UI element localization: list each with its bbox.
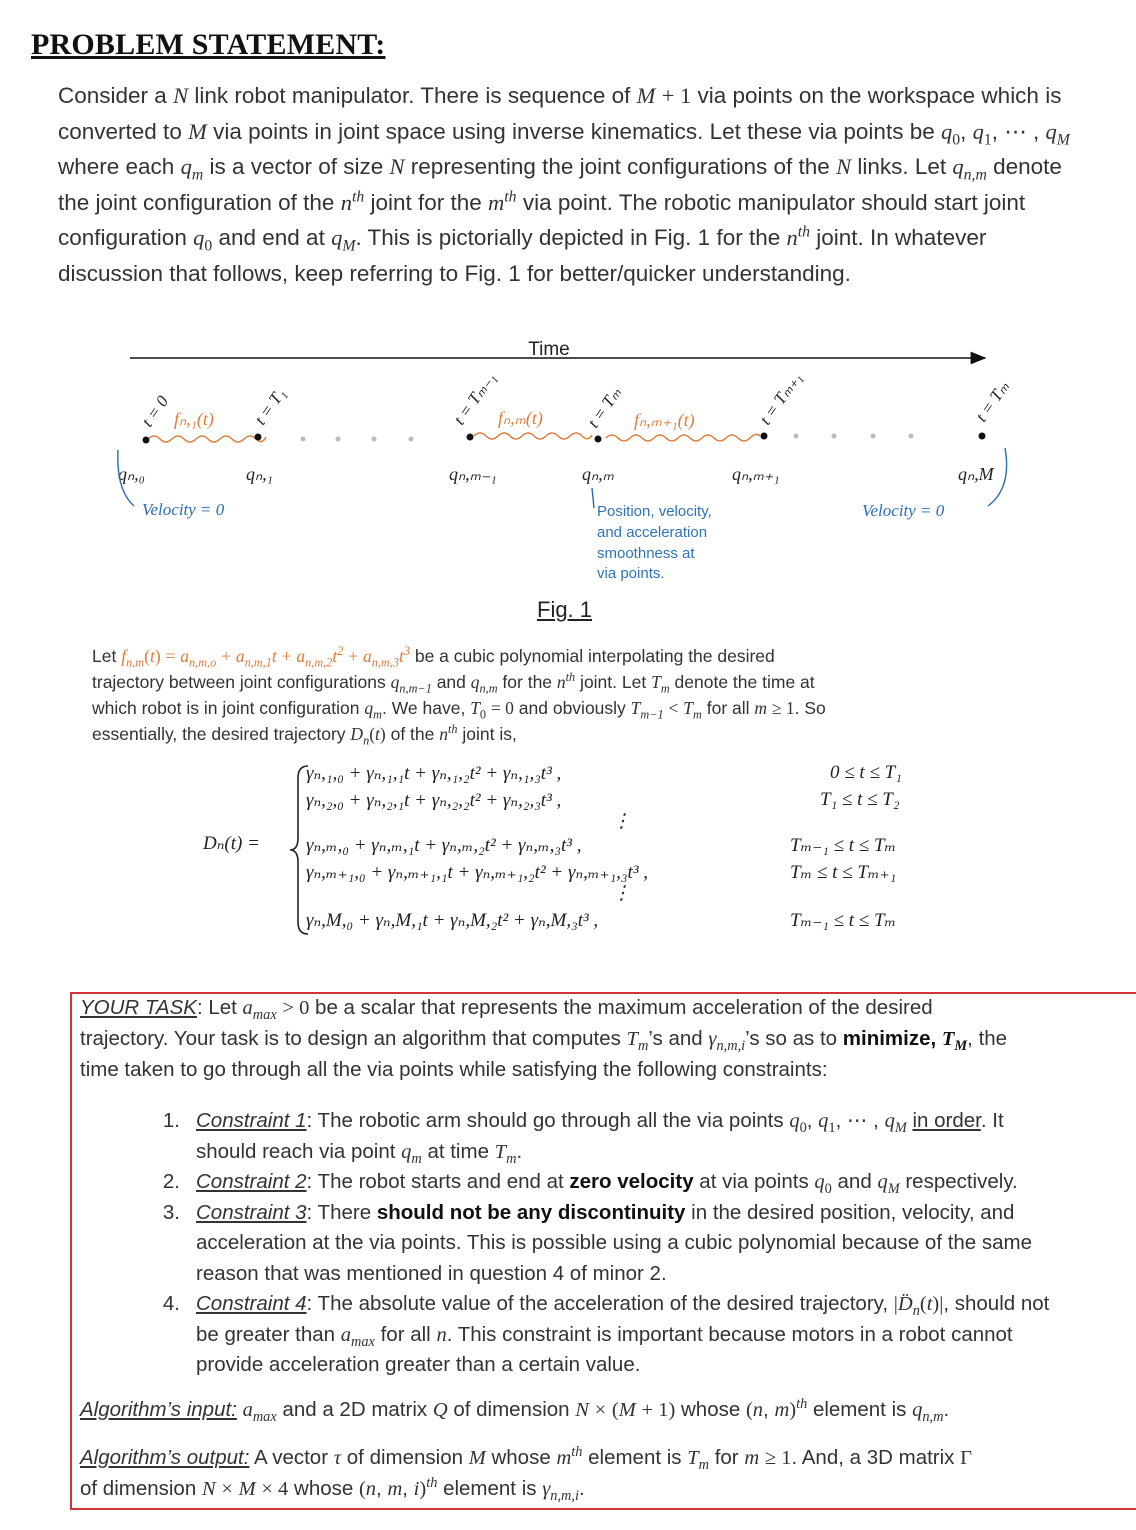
cubic-description-paragraph: Let $f_{n,m}(t) = a_{n,m,o} + a_{n,m,1}t + a_{n,m,2}t^2 + a_{n,m,3}t^3$ be a cubic polynomial interpolating the desired trajectory between joint configurations $q_{n,m-1}$ and $q_{n,m}$ for the $n^{th}$ joint. Let $T_m$ denote the time at which robot is in joint configuration $q_m$. We have, $T_0 = 0$ and obviously $T_{m-1} < T_m$ for all m ≥ 1. So essentially, the desired trajectory $D_n(t)$ of the $n^{th}$ joint is, [92,644,826,748]
constraint-name-2: Constraint 2 [196,1170,307,1193]
piecewise-vdots-1: ⋮ [612,811,631,832]
piecewise-row-m1: γₙ,ₘ₊₁,₀ + γₙ,ₘ₊₁,₁t + γₙ,ₘ₊₁,₂t² + γₙ,ₘ₊₁,₃t³ , [306,862,649,883]
ellipsis-dots-left [301,437,414,442]
via-point-qm1 [761,433,768,440]
piecewise-row-2: γₙ,₂,₀ + γₙ,₂,₁t + γₙ,₂,₂t² + γₙ,₂,₃t³ , [306,790,562,811]
via-point-qm-1 [467,434,474,441]
via-point-qM [979,433,986,440]
via-point-q1 [255,434,262,441]
input-label: Algorithm’s input: [80,1398,237,1421]
task-label: YOUR TASK [80,996,197,1019]
smoothness-pointer [592,488,594,508]
constraint-name-4: Constraint 4 [196,1292,307,1315]
constraint-list [120,1106,1049,1381]
trajectory-diagram [0,330,1136,630]
piecewise-row-1: γₙ,₁,₀ + γₙ,₁,₁t + γₙ,₁,₂t² + γₙ,₁,₃t³ , [306,763,562,784]
function-label-m: fₙ,ₘ(t) [498,408,543,428]
figure-caption: Fig. 1 [537,597,593,622]
piecewise-lhs: Dₙ(t) = [203,833,260,854]
time-marker-m1: t = Tₘ₊₁ [755,368,806,429]
time-marker-0: t = 0 [137,392,173,431]
time-marker-1: t = T₁ [250,384,290,429]
piecewise-row-m: γₙ,ₘ,₀ + γₙ,ₘ,₁t + γₙ,ₘ,₂t² + γₙ,ₘ,₃t³ , [306,835,582,856]
piecewise-cond-2: T₁ ≤ t ≤ T₂ [820,789,900,810]
smoothness-note-line-3: smoothness at [597,545,695,562]
velocity-right-label: Velocity = 0 [862,501,945,520]
page-title: PROBLEM STATEMENT: [31,28,386,61]
output-label: Algorithm’s output: [80,1446,250,1469]
time-marker-M: t = Tₘ [971,377,1013,426]
via-point-q0 [143,437,150,444]
ellipsis-dots-right [794,434,914,439]
constraint-item-2: 2. Constraint 2: The robot starts and end at zero velocity at via points $q_0$ and $q_M$ respectively. [162,1170,1018,1198]
q-label-m: qₙ,ₘ [582,464,614,484]
via-point-qm [595,436,602,443]
piecewise-row-M: γₙ,M,₀ + γₙ,M,₁t + γₙ,M,₂t² + γₙ,M,₃t³ , [306,910,599,931]
time-marker-m-1: t = Tₘ₋₁ [449,368,500,429]
q-label-0: qₙ,₀ [118,464,145,484]
segment-curve-m [474,433,592,439]
time-label: Time [528,339,570,360]
q-label-m-1: qₙ,ₘ₋₁ [449,464,497,484]
constraint-name-3: Constraint 3 [196,1200,307,1224]
piecewise-cond-m: Tₘ₋₁ ≤ t ≤ Tₘ [790,835,897,856]
constraint-name-1: Constraint 1 [196,1109,307,1132]
constraint-item-3: 3. Constraint 3: There should not be any discontinuity in the desired position, velocity, and acceleration at the via points. This is possible using a cubic polynomial because of the same reason that was mentioned in question 4 of minor 2. [162,1200,1033,1285]
smoothness-note-line-2: and acceleration [597,524,708,541]
q-label-M: qₙ,M [958,464,994,484]
time-marker-m: t = Tₘ [583,383,625,432]
piecewise-cond-M: Tₘ₋₁ ≤ t ≤ Tₘ [790,910,897,931]
smoothness-note-line-4: via points. [597,565,665,582]
piecewise-cond-m1: Tₘ ≤ t ≤ Tₘ₊₁ [790,862,897,883]
velocity-left-label: Velocity = 0 [142,500,225,519]
q-label-m1: qₙ,ₘ₊₁ [732,464,780,484]
constraint-item-1: 1. Constraint 1: The robotic arm should go through all the via points $q_0$, $q_1$, ⋯ , $q_M$ in order. It should reach via point $q_m$ at time $T_m$. [162,1109,1004,1167]
piecewise-cond-1: 0 ≤ t ≤ T₁ [830,762,902,783]
function-label-1: fₙ,₁(t) [174,409,214,429]
function-label-m1: fₙ,ₘ₊₁(t) [634,410,695,430]
smoothness-note-line-1: Position, velocity, [597,503,712,520]
segment-curve-m1 [606,434,760,441]
piecewise-vdots-2: ⋮ [612,883,631,904]
segment-curve-1 [148,436,266,442]
intro-paragraph: Consider a N link robot manipulator. There is sequence of M + 1 via points on the workspace which is converted to M via points in joint space using inverse kinematics. Let these via points be $q_0$, $q_1$, ⋯ , $q_M$ where each $q_m$ is a vector of size N representing the joint configurations of the N links. Let $q_{n,m}$ denote the joint configuration of the $n^{th}$ joint for the $m^{th}$ via point. The robotic manipulator should start joint configuration $q_0$ and end at $q_M$. This is pictorially depicted in Fig. 1 for the $n^{th}$ joint. In whatever discussion that follows, keep referring to Fig. 1 for better/quicker understanding. [58,83,1070,286]
figure-1 [0,330,1136,630]
constraint-item-4: 4. Constraint 4: The absolute value of the acceleration of the desired trajectory, $|D̈_n(t)|$, should not be greater than $a_{max}$ for all n. This constraint is important because motors in a robot cannot provide acceleration greater than a certain value. [162,1292,1050,1376]
q-label-1: qₙ,₁ [246,464,273,484]
